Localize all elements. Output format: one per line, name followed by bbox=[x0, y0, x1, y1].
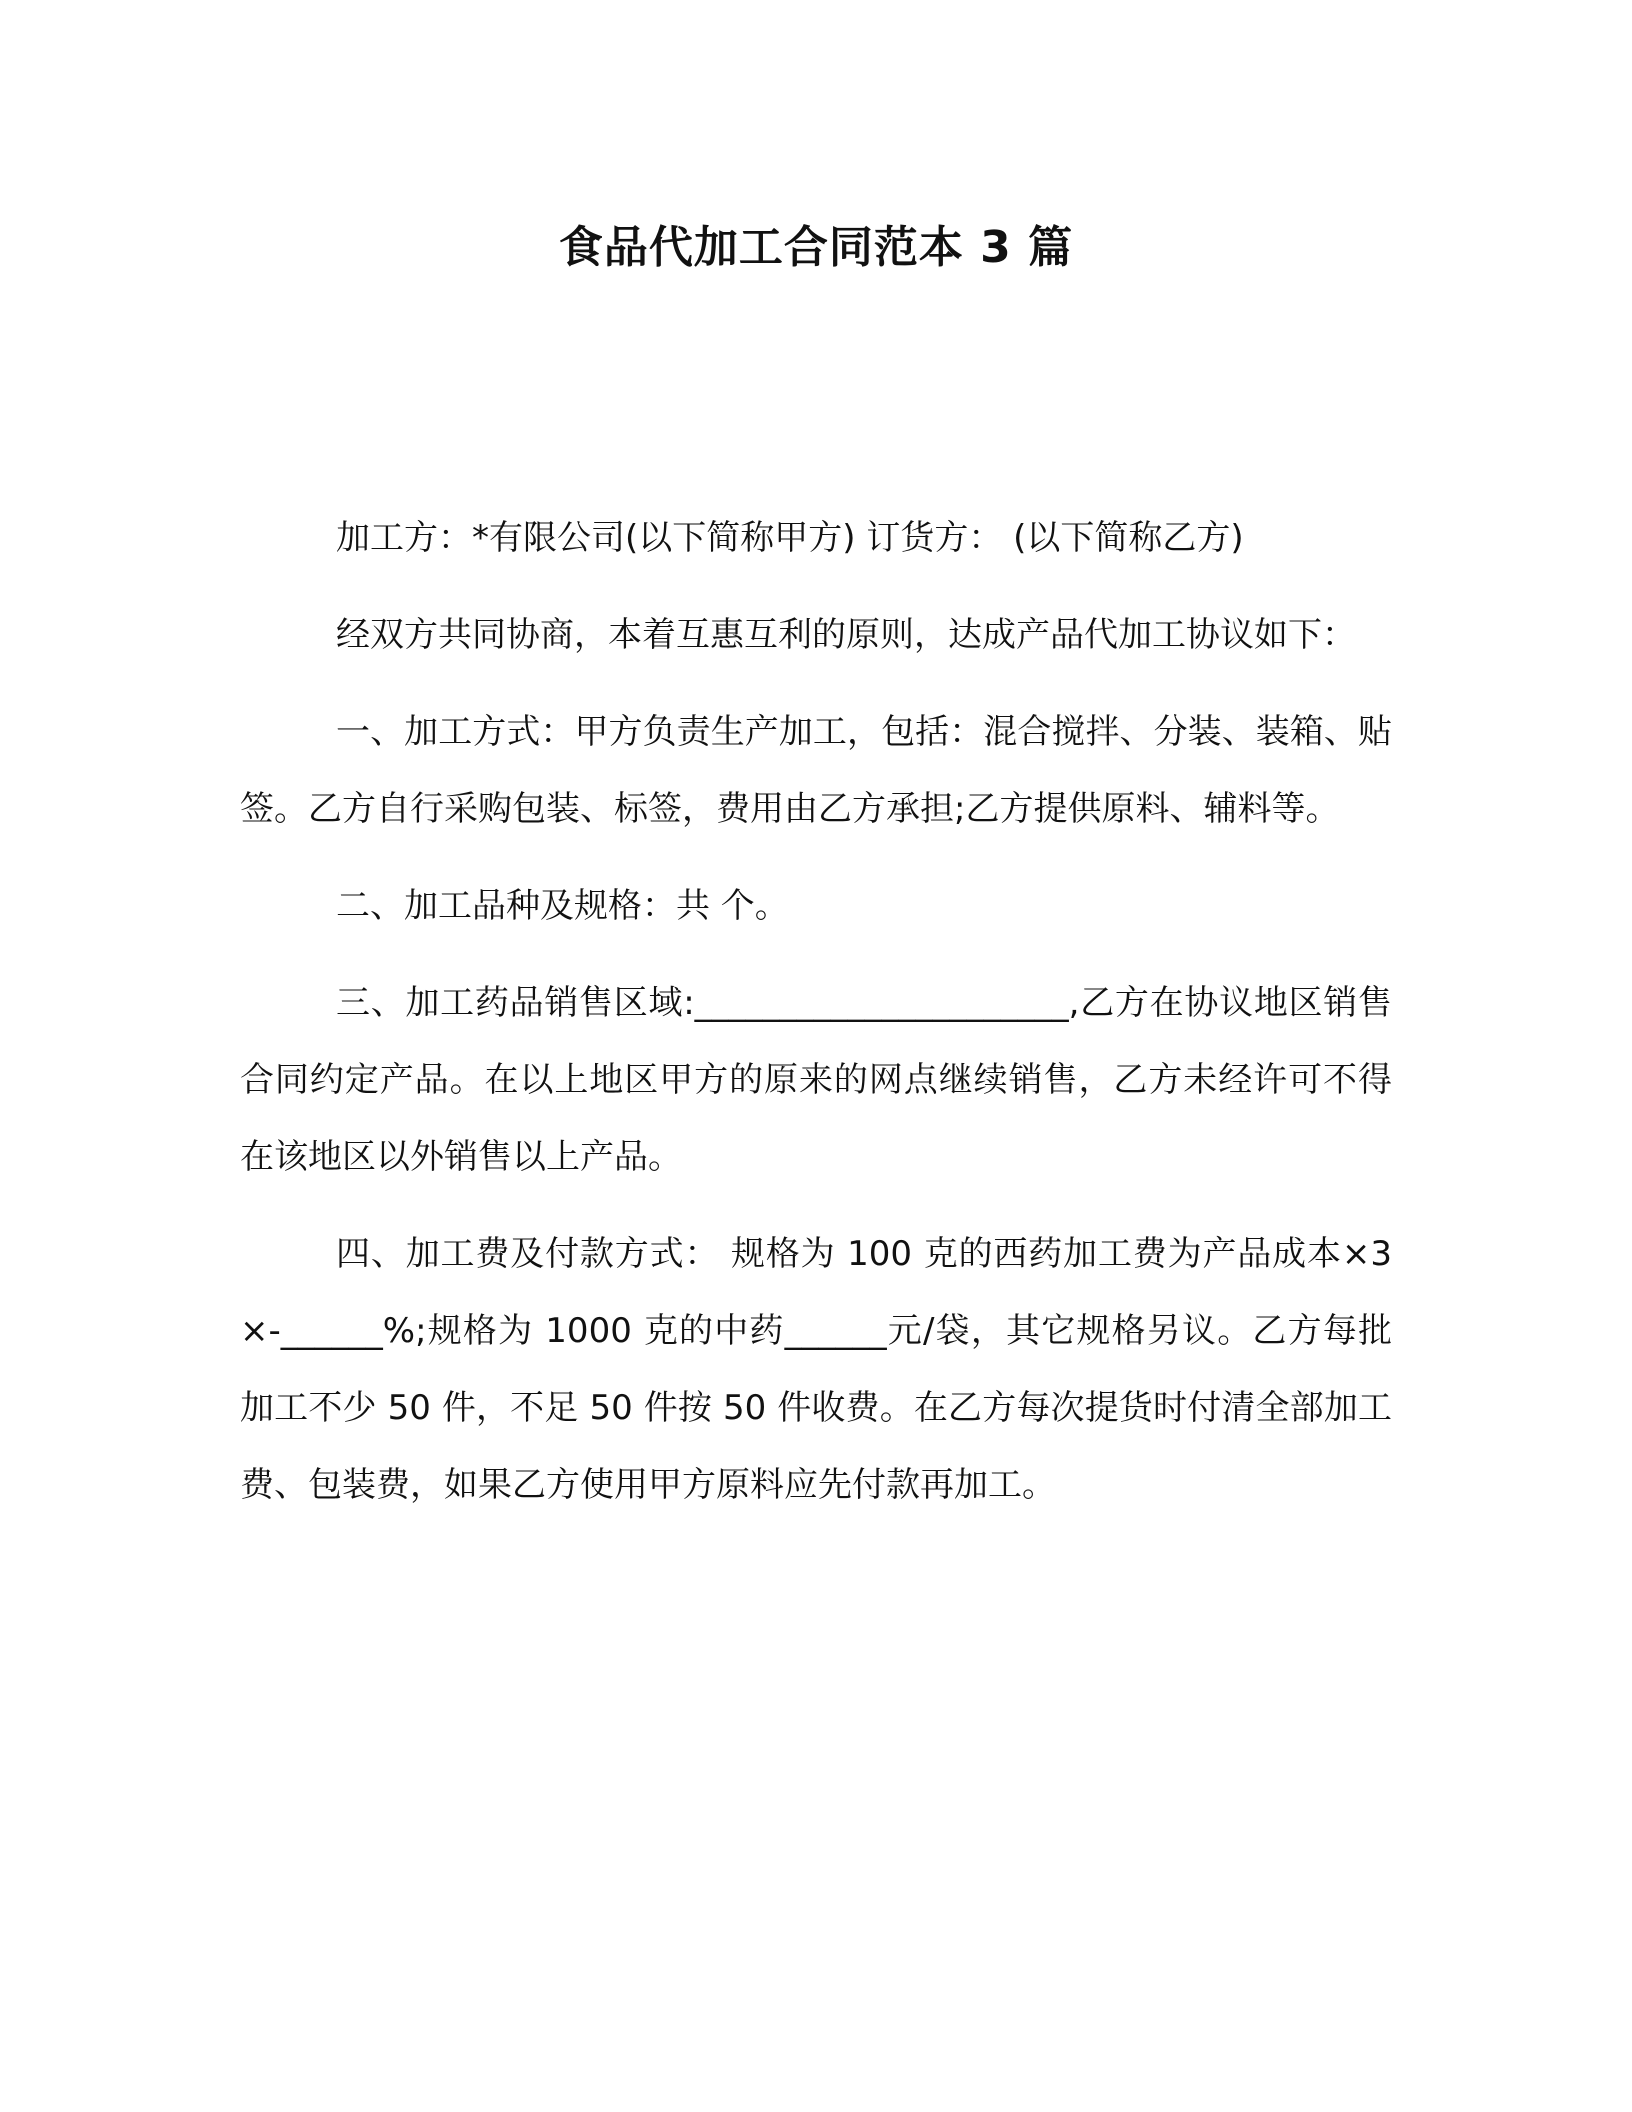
document-body bbox=[240, 500, 1392, 1544]
paragraph-clause-3: 三、加工药品销售区域:______________________,乙方在协议地区销售合同约定产品。在以上地区甲方的原来的网点继续销售，乙方未经许可不得在该地区以外销售以上产品。 bbox=[240, 983, 1392, 1177]
document-title: 食品代加工合同范本 3 篇 bbox=[558, 222, 1074, 273]
paragraph-clause-1: 一、加工方式：甲方负责生产加工，包括：混合搅拌、分装、装箱、贴签。乙方自行采购包装、标签，费用由乙方承担;乙方提供原料、辅料等。 bbox=[240, 712, 1392, 829]
paragraph-clause-2: 二、加工品种及规格：共 个。 bbox=[336, 886, 789, 926]
paragraph-preamble: 经双方共同协商，本着互惠互利的原则，达成产品代加工协议如下： bbox=[336, 615, 1356, 655]
paragraph-clause-4: 四、加工费及付款方式： 规格为 100 克的西药加工费为产品成本×3×-______%;规格为 1000 克的中药______元/袋，其它规格另议。乙方每批加工不少 50 件，不足 50 件按 50 件收费。在乙方每次提货时付清全部加工费、包装费，如果乙方使用甲方原料应先付款再加工。 bbox=[240, 1234, 1392, 1505]
paragraph-parties: 加工方：*有限公司(以下简称甲方) 订货方： (以下简称乙方) bbox=[336, 518, 1244, 558]
